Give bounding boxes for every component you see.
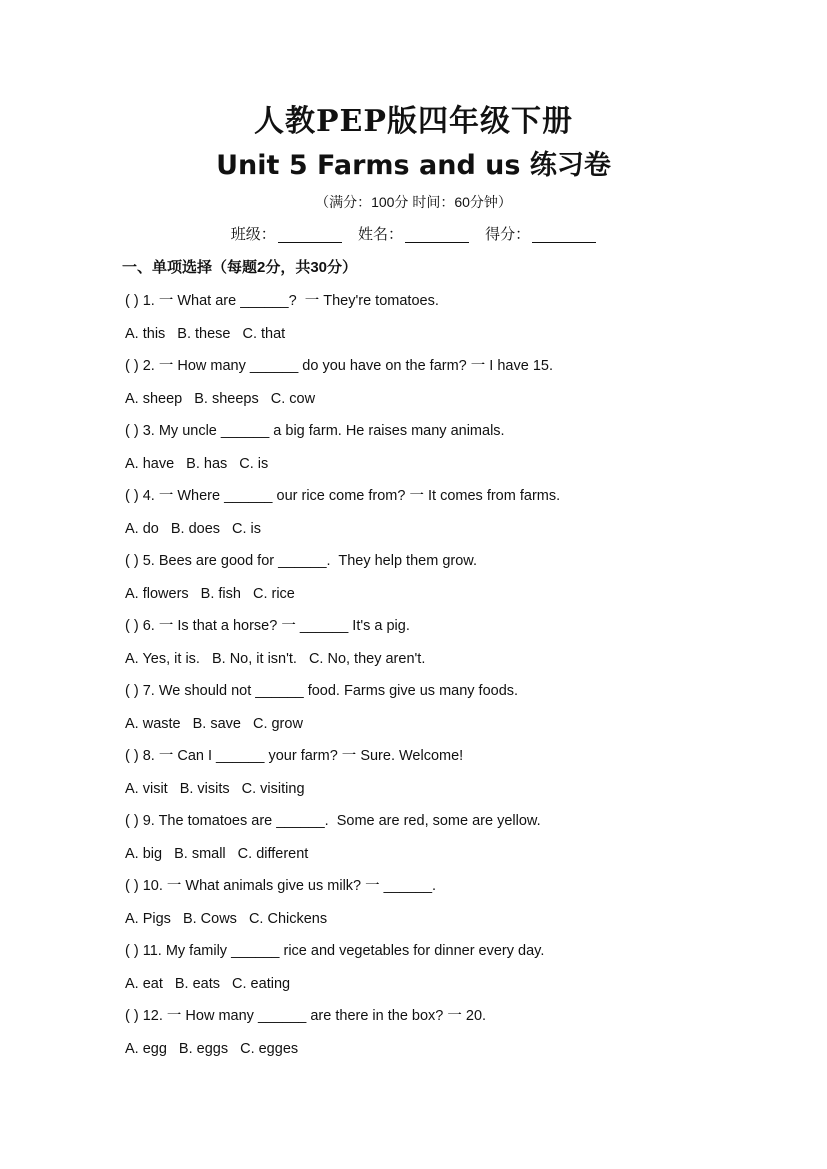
option-c: C. that <box>242 325 286 342</box>
question-options <box>125 1035 745 1068</box>
option-c: C. is <box>232 520 262 537</box>
question-11 <box>125 937 745 1002</box>
question-options <box>125 710 745 743</box>
question-options <box>125 970 745 1003</box>
question-4 <box>125 482 745 547</box>
option-a: A. do <box>125 520 159 537</box>
option-c: C. is <box>239 455 269 472</box>
option-a: A. Pigs <box>125 910 171 927</box>
question-10 <box>125 872 745 937</box>
question-options <box>125 385 745 418</box>
option-a: A. visit <box>125 780 168 797</box>
question-stem: ( ) 5. Bees are good for ______. They help them grow. <box>125 553 477 569</box>
option-c: C. eating <box>232 975 291 992</box>
option-a: A. big <box>125 845 163 862</box>
student-info-line <box>0 222 827 248</box>
option-b: B. does <box>170 520 221 537</box>
option-a: A. eat <box>125 975 163 992</box>
question-options <box>125 775 745 808</box>
section-heading: 一、单项选择（每题2分，共30分） <box>122 259 358 276</box>
option-c: C. egges <box>240 1040 299 1057</box>
question-9 <box>125 807 745 872</box>
option-b: B. sheeps <box>194 390 259 407</box>
score-label: 得分： <box>485 226 531 243</box>
question-stem: ( ) 8. 一 Can I ______ your farm? 一 Sure. Welcome! <box>125 748 464 764</box>
name-label: 姓名： <box>357 226 403 243</box>
question-options <box>125 580 745 613</box>
question-stem: ( ) 6. 一 Is that a horse? 一 ______ It's a pig. <box>125 618 410 634</box>
question-12 <box>125 1002 745 1067</box>
option-c: C. No, they aren't. <box>308 650 426 667</box>
option-b: B. eats <box>174 975 221 992</box>
option-c: C. cow <box>270 390 316 407</box>
option-c: C. rice <box>252 585 295 602</box>
question-stem: ( ) 1. 一 What are ______? 一 They're tomatoes. <box>125 293 439 309</box>
question-options <box>125 645 745 678</box>
question-list <box>125 287 745 1067</box>
question-stem: ( ) 4. 一 Where ______ our rice come from? 一 It comes from farms. <box>125 488 561 504</box>
question-stem: ( ) 10. 一 What animals give us milk? 一 ______. <box>125 878 437 894</box>
question-options <box>125 450 745 483</box>
option-c: C. grow <box>252 715 303 732</box>
option-b: B. fish <box>200 585 241 602</box>
option-c: C. different <box>237 845 309 862</box>
option-c: C. Chickens <box>248 910 328 927</box>
score-blank[interactable] <box>532 226 596 243</box>
option-b: B. has <box>186 455 228 472</box>
class-label: 班级： <box>230 226 276 243</box>
option-b: B. No, it isn't. <box>211 650 297 667</box>
option-b: B. small <box>174 845 226 862</box>
option-a: A. have <box>125 455 175 472</box>
question-3 <box>125 417 745 482</box>
name-blank[interactable] <box>405 226 469 243</box>
question-2 <box>125 352 745 417</box>
question-options <box>125 905 745 938</box>
option-a: A. sheep <box>125 390 183 407</box>
option-a: A. this <box>125 325 166 342</box>
option-c: C. visiting <box>241 780 305 797</box>
question-options <box>125 840 745 873</box>
worksheet-subtitle: Unit 5 Farms and us 练习卷 <box>216 150 611 181</box>
option-a: A. egg <box>125 1040 167 1057</box>
question-6 <box>125 612 745 677</box>
name-field <box>358 226 473 243</box>
option-a: A. waste <box>125 715 181 732</box>
option-b: B. Cows <box>182 910 237 927</box>
option-b: B. save <box>192 715 241 732</box>
question-stem: ( ) 3. My uncle ______ a big farm. He raises many animals. <box>125 423 505 439</box>
option-b: B. these <box>177 325 231 342</box>
question-stem: ( ) 12. 一 How many ______ are there in the box? 一 20. <box>125 1008 487 1024</box>
question-stem: ( ) 11. My family ______ rice and vegetables for dinner every day. <box>125 943 545 959</box>
option-b: B. visits <box>179 780 230 797</box>
class-field <box>231 226 346 243</box>
question-1 <box>125 287 745 352</box>
question-options <box>125 320 745 353</box>
worksheet-title: 人教PEP版四年级下册 <box>254 104 573 139</box>
question-8 <box>125 742 745 807</box>
option-b: B. eggs <box>178 1040 229 1057</box>
question-5 <box>125 547 745 612</box>
score-time-info: （满分：100分 时间：60分钟） <box>315 194 512 210</box>
question-options <box>125 515 745 548</box>
score-field <box>485 226 596 243</box>
option-a: A. flowers <box>125 585 189 602</box>
option-a: A. Yes, it is. <box>125 650 200 667</box>
question-stem: ( ) 7. We should not ______ food. Farms give us many foods. <box>125 683 519 699</box>
question-stem: ( ) 2. 一 How many ______ do you have on the farm? 一 I have 15. <box>125 358 553 374</box>
class-blank[interactable] <box>278 226 342 243</box>
question-stem: ( ) 9. The tomatoes are ______. Some are red, some are yellow. <box>125 813 541 829</box>
question-7 <box>125 677 745 742</box>
